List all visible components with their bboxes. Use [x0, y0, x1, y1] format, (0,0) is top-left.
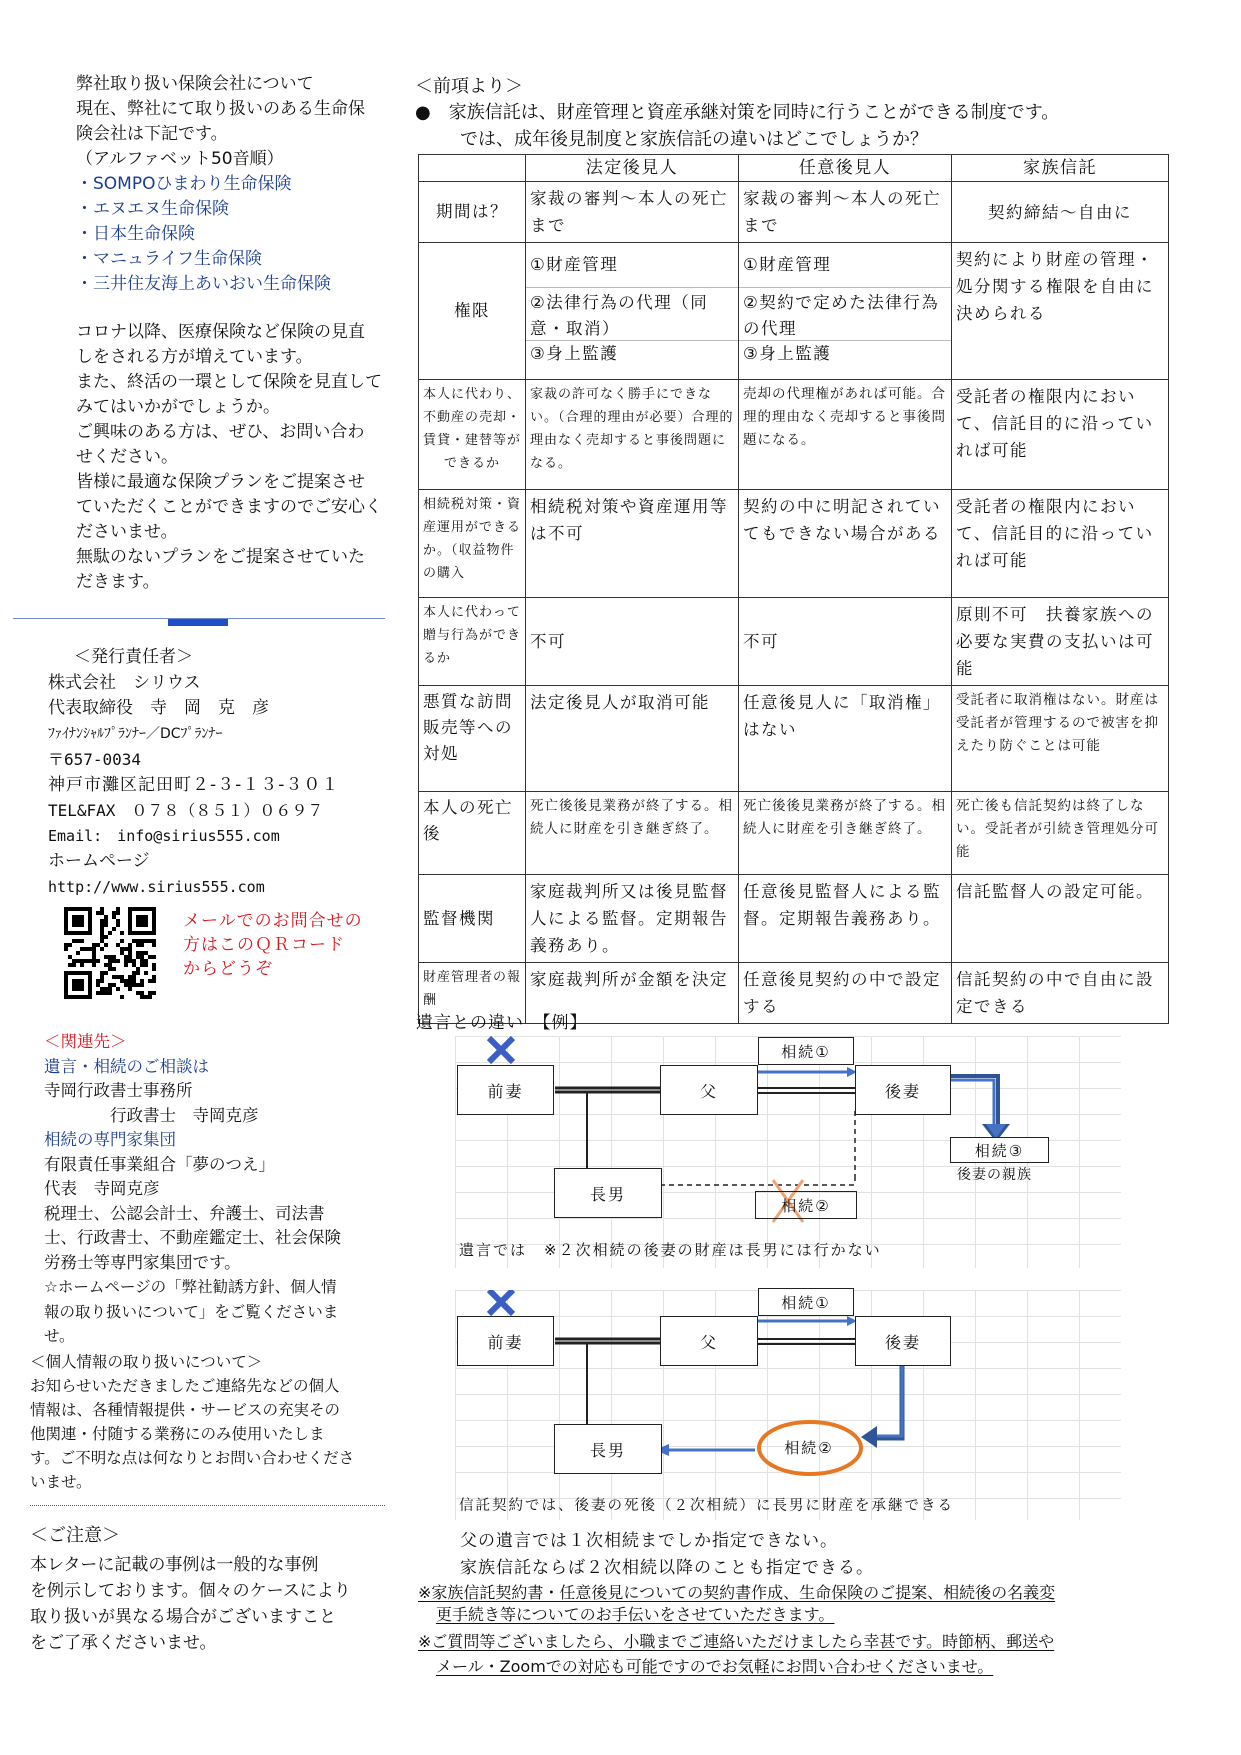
publisher-hp-label: ホームページ: [48, 851, 150, 871]
message-line: コロナ以降、医療保険など保険の見直: [76, 322, 365, 342]
row-label: 権限: [419, 243, 526, 380]
diagram-heading: 遺言との違い 【例】: [416, 1013, 588, 1033]
message-section: [76, 320, 382, 595]
related-line: 有限責任事業組合「夢のつえ」: [44, 1154, 275, 1174]
intro-line-2: では、成年後見制度と家族信託の違いはどこでしょうか？: [460, 129, 928, 150]
cell-line: ①財産管理: [530, 255, 619, 274]
table-cell: 不可: [526, 598, 739, 686]
left-column: [0, 0, 400, 1755]
table-cell: 原則不可 扶養家族への必要な実費の支払いは可能: [952, 598, 1169, 686]
intro-heading: ＜前項より＞: [415, 76, 523, 97]
table-cell: 家庭裁判所又は後見監督人による監督。定期報告義務あり。: [526, 875, 739, 963]
diagram-1: [455, 1036, 1121, 1268]
related-line: 士、行政書士、不動産鑑定士、社会保険: [44, 1228, 341, 1247]
table-row: [419, 598, 1169, 686]
box-ex-wife: 前妻: [457, 1316, 554, 1366]
table-cell: 不可: [739, 598, 952, 686]
privacy-section: [30, 1350, 354, 1494]
insurer-item: ・エヌエヌ生命保険: [76, 199, 229, 219]
footer-line-3: ※ご質問等ございましたら、小職までご連絡いただけましたら幸甚です。時節柄、郵送や: [418, 1632, 1055, 1651]
message-line: ださいませ。: [76, 522, 178, 542]
box-inheritance-2: 相続②: [784, 1438, 834, 1457]
row-label: 本人に代わり、不動産の売却・賃貸・建替等ができるか: [419, 380, 526, 490]
caution-section: [30, 1520, 351, 1656]
publisher-tel: TEL&FAX ０７８（８５１）０６９７: [48, 801, 324, 820]
comparison-table: [418, 154, 1169, 1024]
qr-code-icon[interactable]: [64, 907, 156, 999]
table-row: [419, 792, 1169, 875]
message-line: しをされる方が増えています。: [76, 347, 313, 367]
box-inheritance-2: 相続②: [755, 1191, 857, 1219]
related-line: 報の取り扱いについて」をご覧くださいま: [44, 1302, 339, 1321]
publisher-section: [48, 645, 339, 900]
row-label: 本人の死亡後: [419, 792, 526, 875]
related-line: 税理士、公認会計士、弁護士、司法書: [44, 1203, 325, 1223]
inheritance-3-note: 後妻の親族: [957, 1167, 1032, 1183]
insurer-item: ・マニュライフ生命保険: [76, 249, 262, 269]
related-line: 代表 寺岡克彦: [44, 1179, 160, 1198]
related-line: 寺岡行政書士事務所: [44, 1081, 193, 1100]
dotted-divider: [30, 1505, 385, 1506]
table-cell: 売却の代理権があれば可能。合理的理由なく売却すると事後問題になる。: [739, 380, 952, 490]
row-label: 財産管理者の報酬: [419, 963, 526, 1024]
publisher-heading: ＜発行責任者＞: [74, 647, 193, 667]
table-cell: 契約締結～自由に: [952, 182, 1169, 243]
table-header-corner: [419, 155, 526, 182]
diagram-2-lines: [455, 1290, 1121, 1520]
table-cell-stack: [526, 243, 739, 380]
table-row: [419, 182, 1169, 243]
qr-note-line: からどうぞ: [183, 959, 273, 979]
table-cell: 任意後見人に「取消権」はない: [739, 686, 952, 792]
table-cell: 家裁の審判～本人の死亡まで: [739, 182, 952, 243]
divider-accent: [168, 619, 228, 626]
table-cell: 受託者の権限内において、信託目的に沿っていれば可能: [952, 380, 1169, 490]
privacy-line: 情報は、各種情報提供・サービスの充実その: [30, 1401, 341, 1419]
summary-line-2: 家族信託ならば２次相続以降のことも指定できる。: [460, 1558, 874, 1578]
publisher-hp-url: http://www.sirius555.com: [48, 877, 265, 896]
table-header: 任意後見人: [739, 155, 952, 182]
related-line: ☆ホームページの「弊社勧誘方針、個人情: [44, 1278, 337, 1296]
related-line: 行政書士 寺岡克彦: [44, 1105, 259, 1125]
insurer-item: ・SOMPOひまわり生命保険: [76, 174, 292, 194]
table-row: [419, 380, 1169, 490]
box-inheritance-1: 相続①: [758, 1288, 854, 1316]
table-cell: 家庭裁判所が金額を決定: [526, 963, 739, 1024]
message-line: ていただくことができますのでご安心く: [76, 497, 382, 517]
publisher-titles: ﾌｧｲﾅﾝｼｬﾙﾌﾟﾗﾝﾅｰ／DCﾌﾟﾗﾝﾅｰ: [48, 725, 223, 742]
row-label: 期間は？: [419, 182, 526, 243]
cell-line: ②法律行為の代理（同意・取消）: [526, 287, 738, 340]
publisher-address: 神戸市灘区記田町２-３-１３-３０１: [48, 774, 340, 795]
caution-line: を例示しております。個々のケースにより: [30, 1581, 351, 1601]
row-label: 本人に代わって贈与行為ができるか: [419, 598, 526, 686]
privacy-line: いませ。: [30, 1473, 92, 1491]
insurers-line: 険会社は下記です。: [76, 124, 228, 144]
row-label: 悪質な訪問販売等への対処: [419, 686, 526, 792]
row-label: 監督機関: [419, 875, 526, 963]
box-inheritance-1: 相続①: [758, 1037, 854, 1065]
table-row: [419, 875, 1169, 963]
related-heading: ＜関連先＞: [44, 1032, 127, 1051]
table-cell: 法定後見人が取消可能: [526, 686, 739, 792]
table-cell: 死亡後後見業務が終了する。相続人に財産を引き継ぎ終了。: [739, 792, 952, 875]
footer-line-4: メール・Zoomでの対応も可能ですのでお気軽にお問い合わせくださいませ。: [436, 1657, 994, 1676]
related-line: 相続の専門家集団: [44, 1130, 176, 1149]
cell-line: ③身上監護: [739, 340, 951, 367]
table-cell: 任意後見監督人による監督。定期報告義務あり。: [739, 875, 952, 963]
related-line: 労務士等専門家集団です。: [44, 1252, 241, 1272]
cell-line: ③身上監護: [526, 340, 738, 367]
diagram-2: [455, 1290, 1121, 1520]
caution-line: 本レターに記載の事例は一般的な事例: [30, 1555, 319, 1575]
qr-note-line: 方はこのＱＲコード: [183, 935, 345, 955]
insurers-line: （アルファベット50音順）: [76, 149, 284, 169]
message-line: せください。: [76, 447, 178, 467]
table-cell: 契約の中に明記されていてもできない場合がある: [739, 490, 952, 598]
box-wife: 後妻: [855, 1316, 951, 1366]
box-inheritance-3: 相続③: [950, 1137, 1049, 1163]
table-header-row: [419, 155, 1169, 182]
insurers-line: 現在、弊社にて取り扱いのある生命保: [76, 99, 365, 119]
message-line: だきます。: [76, 572, 160, 592]
table-cell: 死亡後も信託契約は終了しない。受託者が引続き管理処分可能: [952, 792, 1169, 875]
table-cell: 任意後見契約の中で設定する: [739, 963, 952, 1024]
qr-note: [183, 909, 363, 981]
message-line: また、終活の一環として保険を見直して: [76, 372, 382, 392]
cell-line: ①財産管理: [743, 255, 832, 274]
caution-line: をご了承くださいませ。: [30, 1633, 217, 1653]
table-row: [419, 490, 1169, 598]
box-wife: 後妻: [855, 1065, 951, 1115]
privacy-line: お知らせいただきましたご連絡先などの個人: [30, 1377, 340, 1395]
privacy-line: す。ご不明な点は何なりとお問い合わせくださ: [30, 1449, 355, 1467]
message-line: 皆様に最適な保険プランをご提案させ: [76, 472, 365, 492]
table-cell: 信託監督人の設定可能。: [952, 875, 1169, 963]
message-line: 無駄のないプランをご提案させていた: [76, 547, 365, 567]
table-cell: 家裁の許可なく勝手にできない。（合理的理由が必要）合理的理由なく売却すると事後問題になる。: [526, 380, 739, 490]
publisher-postal: 〒657-0034: [48, 750, 142, 769]
insurer-item: ・日本生命保険: [76, 224, 195, 244]
table-cell: 契約により財産の管理・処分関する権限を自由に決められる: [952, 243, 1169, 380]
table-cell: 家裁の審判～本人の死亡まで: [526, 182, 739, 243]
table-cell: 相続税対策や資産運用等は不可: [526, 490, 739, 598]
table-cell: 死亡後後見業務が終了する。相続人に財産を引き継ぎ終了。: [526, 792, 739, 875]
table-header: 家族信託: [952, 155, 1169, 182]
footer-line-1: ※家族信託契約書・任意後見についての契約書作成、生命保険のご提案、相続後の名義変: [418, 1583, 1056, 1602]
table-header: 法定後見人: [526, 155, 739, 182]
related-line: 遺言・相続のご相談は: [44, 1056, 209, 1076]
related-section: [44, 1030, 341, 1349]
insurers-section: [76, 72, 365, 297]
caution-line: 取り扱いが異なる場合がございますこと: [30, 1607, 336, 1627]
publisher-company: 株式会社 シリウス: [48, 672, 201, 693]
table-cell: 受託者に取消権はない。財産は受託者が管理するので被害を抑えたり防ぐことは可能: [952, 686, 1169, 792]
diagram-1-caption: 遺言では ※２次相続の後妻の財産は長男には行かない: [459, 1241, 882, 1259]
box-ex-wife: 前妻: [457, 1065, 554, 1115]
message-line: みてはいかがでしょうか。: [76, 397, 280, 417]
caution-heading: ＜ご注意＞: [30, 1525, 120, 1546]
box-father: 父: [660, 1316, 758, 1366]
related-line: せ。: [44, 1327, 75, 1345]
privacy-line: 他関連・付随する業務にのみ使用いたしま: [30, 1425, 325, 1443]
diagram-2-caption: 信託契約では、後妻の死後（２次相続）に長男に財産を承継できる: [459, 1498, 954, 1514]
row-label: 相続税対策・資産運用ができるか。（収益物件の購入: [419, 490, 526, 598]
table-cell: 受託者の権限内において、信託目的に沿っていれば可能: [952, 490, 1169, 598]
publisher-email: Email: info@sirius555.com: [48, 826, 280, 845]
table-row: [419, 243, 1169, 380]
table-row: [419, 686, 1169, 792]
table-cell: 信託契約の中で自由に設定できる: [952, 963, 1169, 1024]
box-son: 長男: [554, 1168, 662, 1218]
insurer-item: ・三井住友海上あいおい生命保険: [76, 274, 331, 294]
box-son: 長男: [554, 1424, 662, 1474]
cell-line: ②契約で定めた法律行為の代理: [739, 287, 951, 340]
intro-line-1: ● 家族信託は、財産管理と資産承継対策を同時に行うことができる制度です。: [415, 102, 1060, 123]
footer-line-2: 更手続き等についてのお手伝いをさせていただきます。: [436, 1605, 835, 1624]
privacy-heading: ＜個人情報の取り扱いについて＞: [30, 1353, 263, 1371]
table-cell-stack: [739, 243, 952, 380]
insurers-line: 弊社取り扱い保険会社について: [76, 74, 314, 94]
box-father: 父: [660, 1065, 758, 1115]
summary-line-1: 父の遺言では１次相続までしか指定できない。: [460, 1531, 838, 1551]
qr-note-line: メールでのお問合せの: [183, 911, 363, 931]
message-line: ご興味のある方は、ぜひ、お問い合わ: [76, 422, 365, 442]
publisher-rep: 代表取締役 寺 岡 克 彦: [48, 698, 269, 718]
